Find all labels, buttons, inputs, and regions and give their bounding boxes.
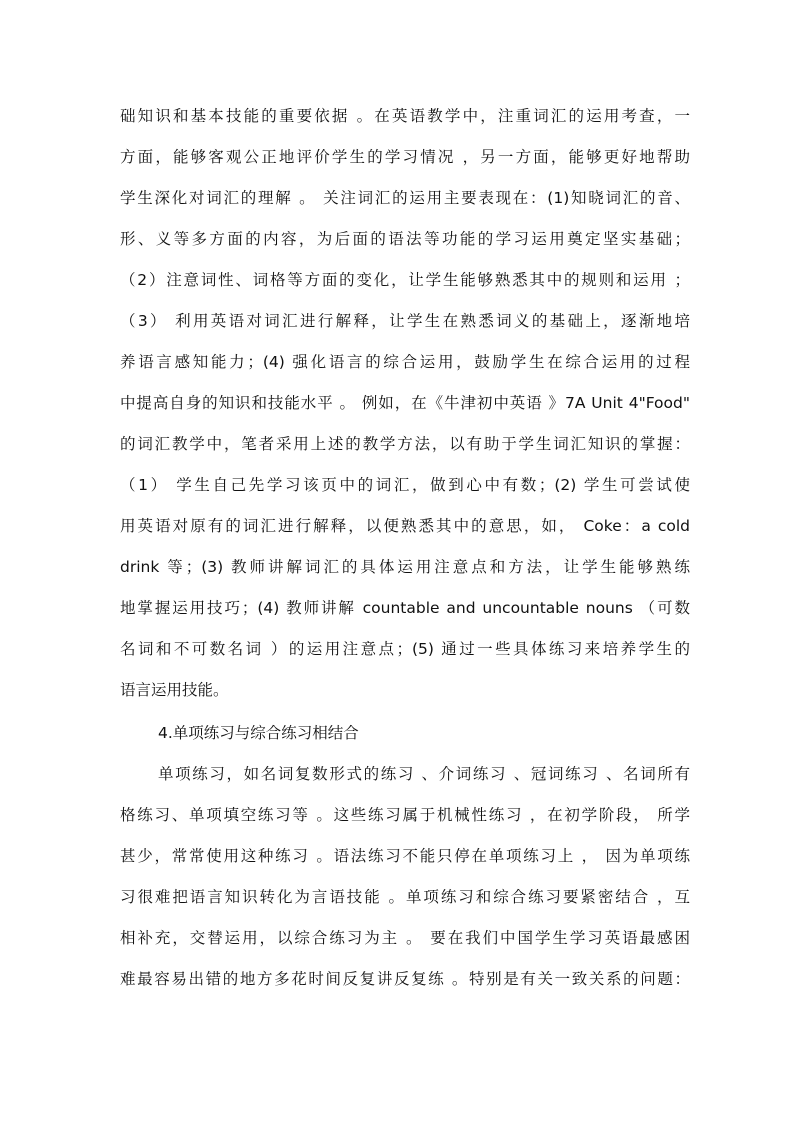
body-line: 地掌握运用技巧；(4) 教师讲解 countable and uncountable nouns （可数 — [120, 599, 690, 617]
section-line: 格练习、单项填空练习等 。这些练习属于机械性练习 ，在初学阶段， 所学 — [120, 806, 690, 824]
body-line: 中提高自身的知识和技能水平 。 例如，在《牛津初中英语 》7A Unit 4"Food" — [120, 394, 690, 412]
section-line: 相补充，交替运用，以综合练习为主 。 要在我们中国学生学习英语最感困 — [120, 929, 690, 947]
section-line: 习很难把语言知识转化为言语技能 。单项练习和综合练习要紧密结合 ，互 — [120, 888, 690, 906]
body-line: （1） 学生自己先学习该页中的词汇，做到心中有数；(2) 学生可尝试使 — [120, 476, 690, 494]
body-line: 方面，能够客观公正地评价学生的学习情况 ，另一方面，能够更好地帮助 — [120, 148, 690, 166]
body-line: drink 等；(3) 教师讲解词汇的具体运用注意点和方法，让学生能够熟练 — [120, 558, 690, 576]
body-line: 学生深化对词汇的理解 。 关注词汇的运用主要表现在：(1)知晓词汇的音、 — [120, 189, 690, 207]
body-line: （2）注意词性、词格等方面的变化，让学生能够熟悉其中的规则和运用 ； — [120, 271, 690, 289]
section-line: 难最容易出错的地方多花时间反复讲反复练 。特别是有关一致关系的问题： — [120, 970, 690, 988]
body-line: （3） 利用英语对词汇进行解释，让学生在熟悉词义的基础上，逐渐地培 — [120, 312, 690, 330]
body-line: 形、义等多方面的内容，为后面的语法等功能的学习运用奠定坚实基础； — [120, 230, 690, 248]
body-line: 名词和不可数名词 ）的运用注意点；(5) 通过一些具体练习来培养学生的 — [120, 640, 690, 658]
body-line: 的词汇教学中，笔者采用上述的教学方法，以有助于学生词汇知识的掌握： — [120, 435, 690, 453]
section-line: 单项练习，如名词复数形式的练习 、介词练习 、冠词练习 、名词所有 — [158, 765, 690, 783]
body-line: 础知识和基本技能的重要依据 。在英语教学中，注重词汇的运用考查，一 — [120, 107, 690, 125]
body-line: 养语言感知能力；(4) 强化语言的综合运用，鼓励学生在综合运用的过程 — [120, 353, 690, 371]
section-heading: 4.单项练习与综合练习相结合 — [158, 724, 359, 742]
section-line: 甚少，常常使用这种练习 。语法练习不能只停在单项练习上 ， 因为单项练 — [120, 847, 690, 865]
body-line: 用英语对原有的词汇进行解释，以便熟悉其中的意思，如， Coke：a cold — [120, 517, 690, 535]
body-line: 语言运用技能。 — [120, 681, 229, 699]
